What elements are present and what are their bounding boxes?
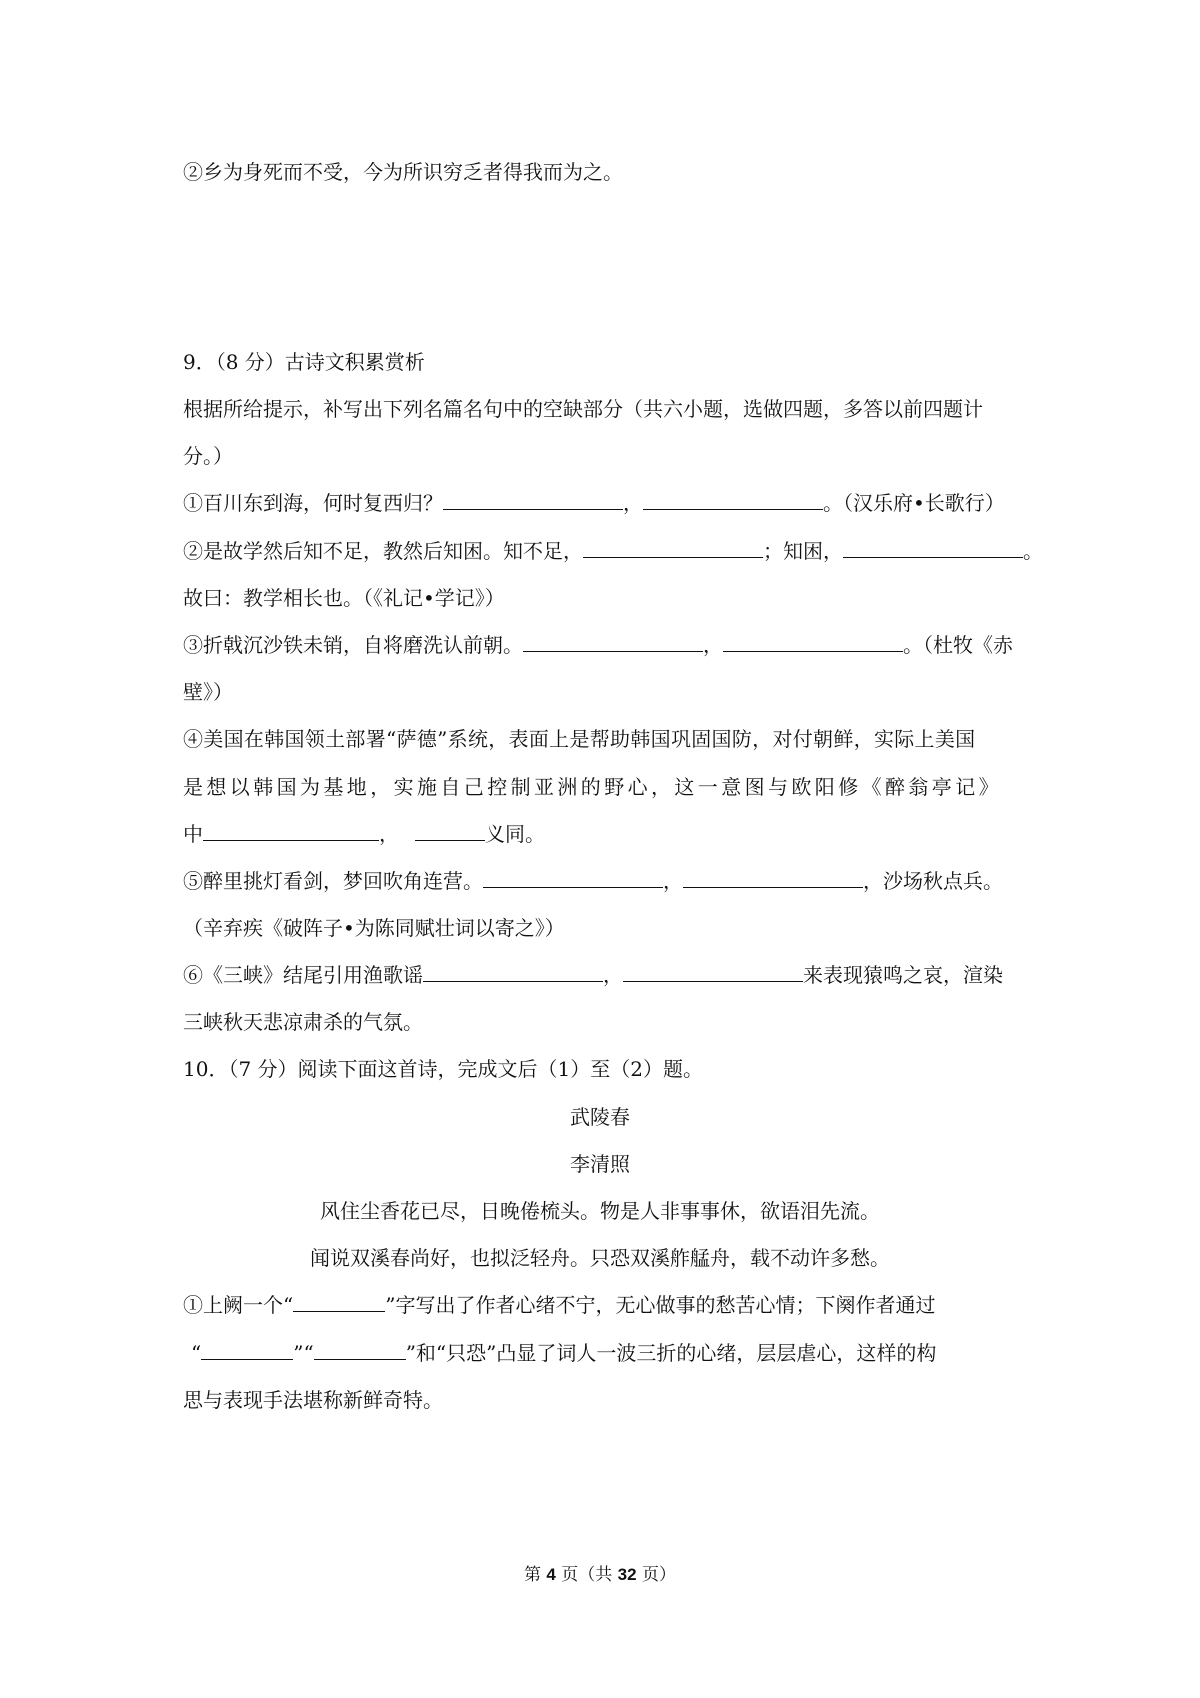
question-9-item-2-cont: 故曰：教学相长也。（《礼记•学记》） (183, 586, 505, 610)
question-10-item-1-cont: “ ”“ ”和“只恐”凸显了词人一波三折的心绪，层层虐心，这样的构 (191, 1341, 937, 1365)
fill-blank[interactable] (623, 961, 803, 982)
fill-blank[interactable] (423, 961, 603, 982)
question-9-header: 9．（8 分）古诗文积累赏析 (183, 350, 425, 374)
fill-blank[interactable] (293, 1291, 385, 1312)
fill-blank[interactable] (483, 867, 663, 888)
fill-blank[interactable] (443, 489, 623, 510)
question-9-item-3: ③折戟沉沙铁未销，自将磨洗认前朝。 ， 。（杜牧《赤 (183, 633, 1013, 657)
question-9-instruction-cont: 分。） (183, 444, 233, 468)
question-9-item-5-cont: （辛弃疾《破阵子•为陈同赋壮词以寄之》） (183, 916, 565, 940)
poem-line: 闻说双溪春尚好，也拟泛轻舟。只恐双溪舴艋舟，载不动许多愁。 (310, 1246, 890, 1270)
page-number: 4 (546, 1565, 556, 1584)
question-9-item-4: ④美国在韩国领土部署“萨德”系统，表面上是帮助韩国巩固国防，对付朝鲜，实际上美国 (183, 727, 976, 751)
fill-blank[interactable] (314, 1339, 406, 1360)
fill-blank[interactable] (203, 820, 379, 841)
question-9-item-6-cont: 三峡秋天悲凉肃杀的气氛。 (183, 1010, 423, 1034)
fill-blank[interactable] (201, 1339, 293, 1360)
question-9-instruction: 根据所给提示，补写出下列名篇名句中的空缺部分（共六小题，选做四题，多答以前四题计 (183, 397, 983, 421)
fill-blank[interactable] (723, 631, 903, 652)
question-10-header: 10．（7 分）阅读下面这首诗，完成文后（1）至（2）题。 (183, 1057, 703, 1081)
page-footer: 第 4 页（共 32 页） (523, 1565, 676, 1585)
question-9-item-1: ①百川东到海，何时复西归？ ， 。（汉乐府•长歌行） (183, 491, 1005, 515)
fill-blank[interactable] (843, 537, 1023, 558)
question-10-item-1: ①上阙一个“ ”字写出了作者心绪不宁，无心做事的愁苦心情；下阕作者通过 (183, 1293, 936, 1317)
question-9-item-2: ②是故学然后知不足，教然后知困。知不足， ；知困， 。 (183, 539, 1043, 563)
question-9-item-4-cont: 是想以韩国为基地，实施自己控制亚洲的野心，这一意图与欧阳修《醉翁亭记》 (183, 775, 1002, 799)
poem-title: 武陵春 (570, 1105, 630, 1129)
poem-author: 李清照 (570, 1152, 630, 1176)
question-10-item-1-cont2: 思与表现手法堪称新鲜奇特。 (183, 1388, 443, 1412)
fill-blank[interactable] (683, 867, 863, 888)
poem-line: 风住尘香花已尽，日晚倦梳头。物是人非事事休，欲语泪先流。 (320, 1199, 880, 1223)
question-9-item-4-cont2: 中 ， 义同。 (183, 822, 545, 846)
page-total: 32 (617, 1565, 637, 1584)
fill-blank[interactable] (583, 537, 763, 558)
question-9-item-5: ⑤醉里挑灯看剑，梦回吹角连营。 ， ，沙场秋点兵。 (183, 869, 1003, 893)
question-9-item-3-cont: 壁》） (183, 680, 233, 704)
fill-blank[interactable] (643, 489, 823, 510)
fill-blank[interactable] (415, 820, 485, 841)
fill-blank[interactable] (523, 631, 703, 652)
question-9-item-6: ⑥《三峡》结尾引用渔歌谣 ， 来表现猿鸣之哀，渲染 (183, 963, 1003, 987)
answer-line-2: ②乡为身死而不受，今为所识穷乏者得我而为之。 (183, 160, 623, 184)
